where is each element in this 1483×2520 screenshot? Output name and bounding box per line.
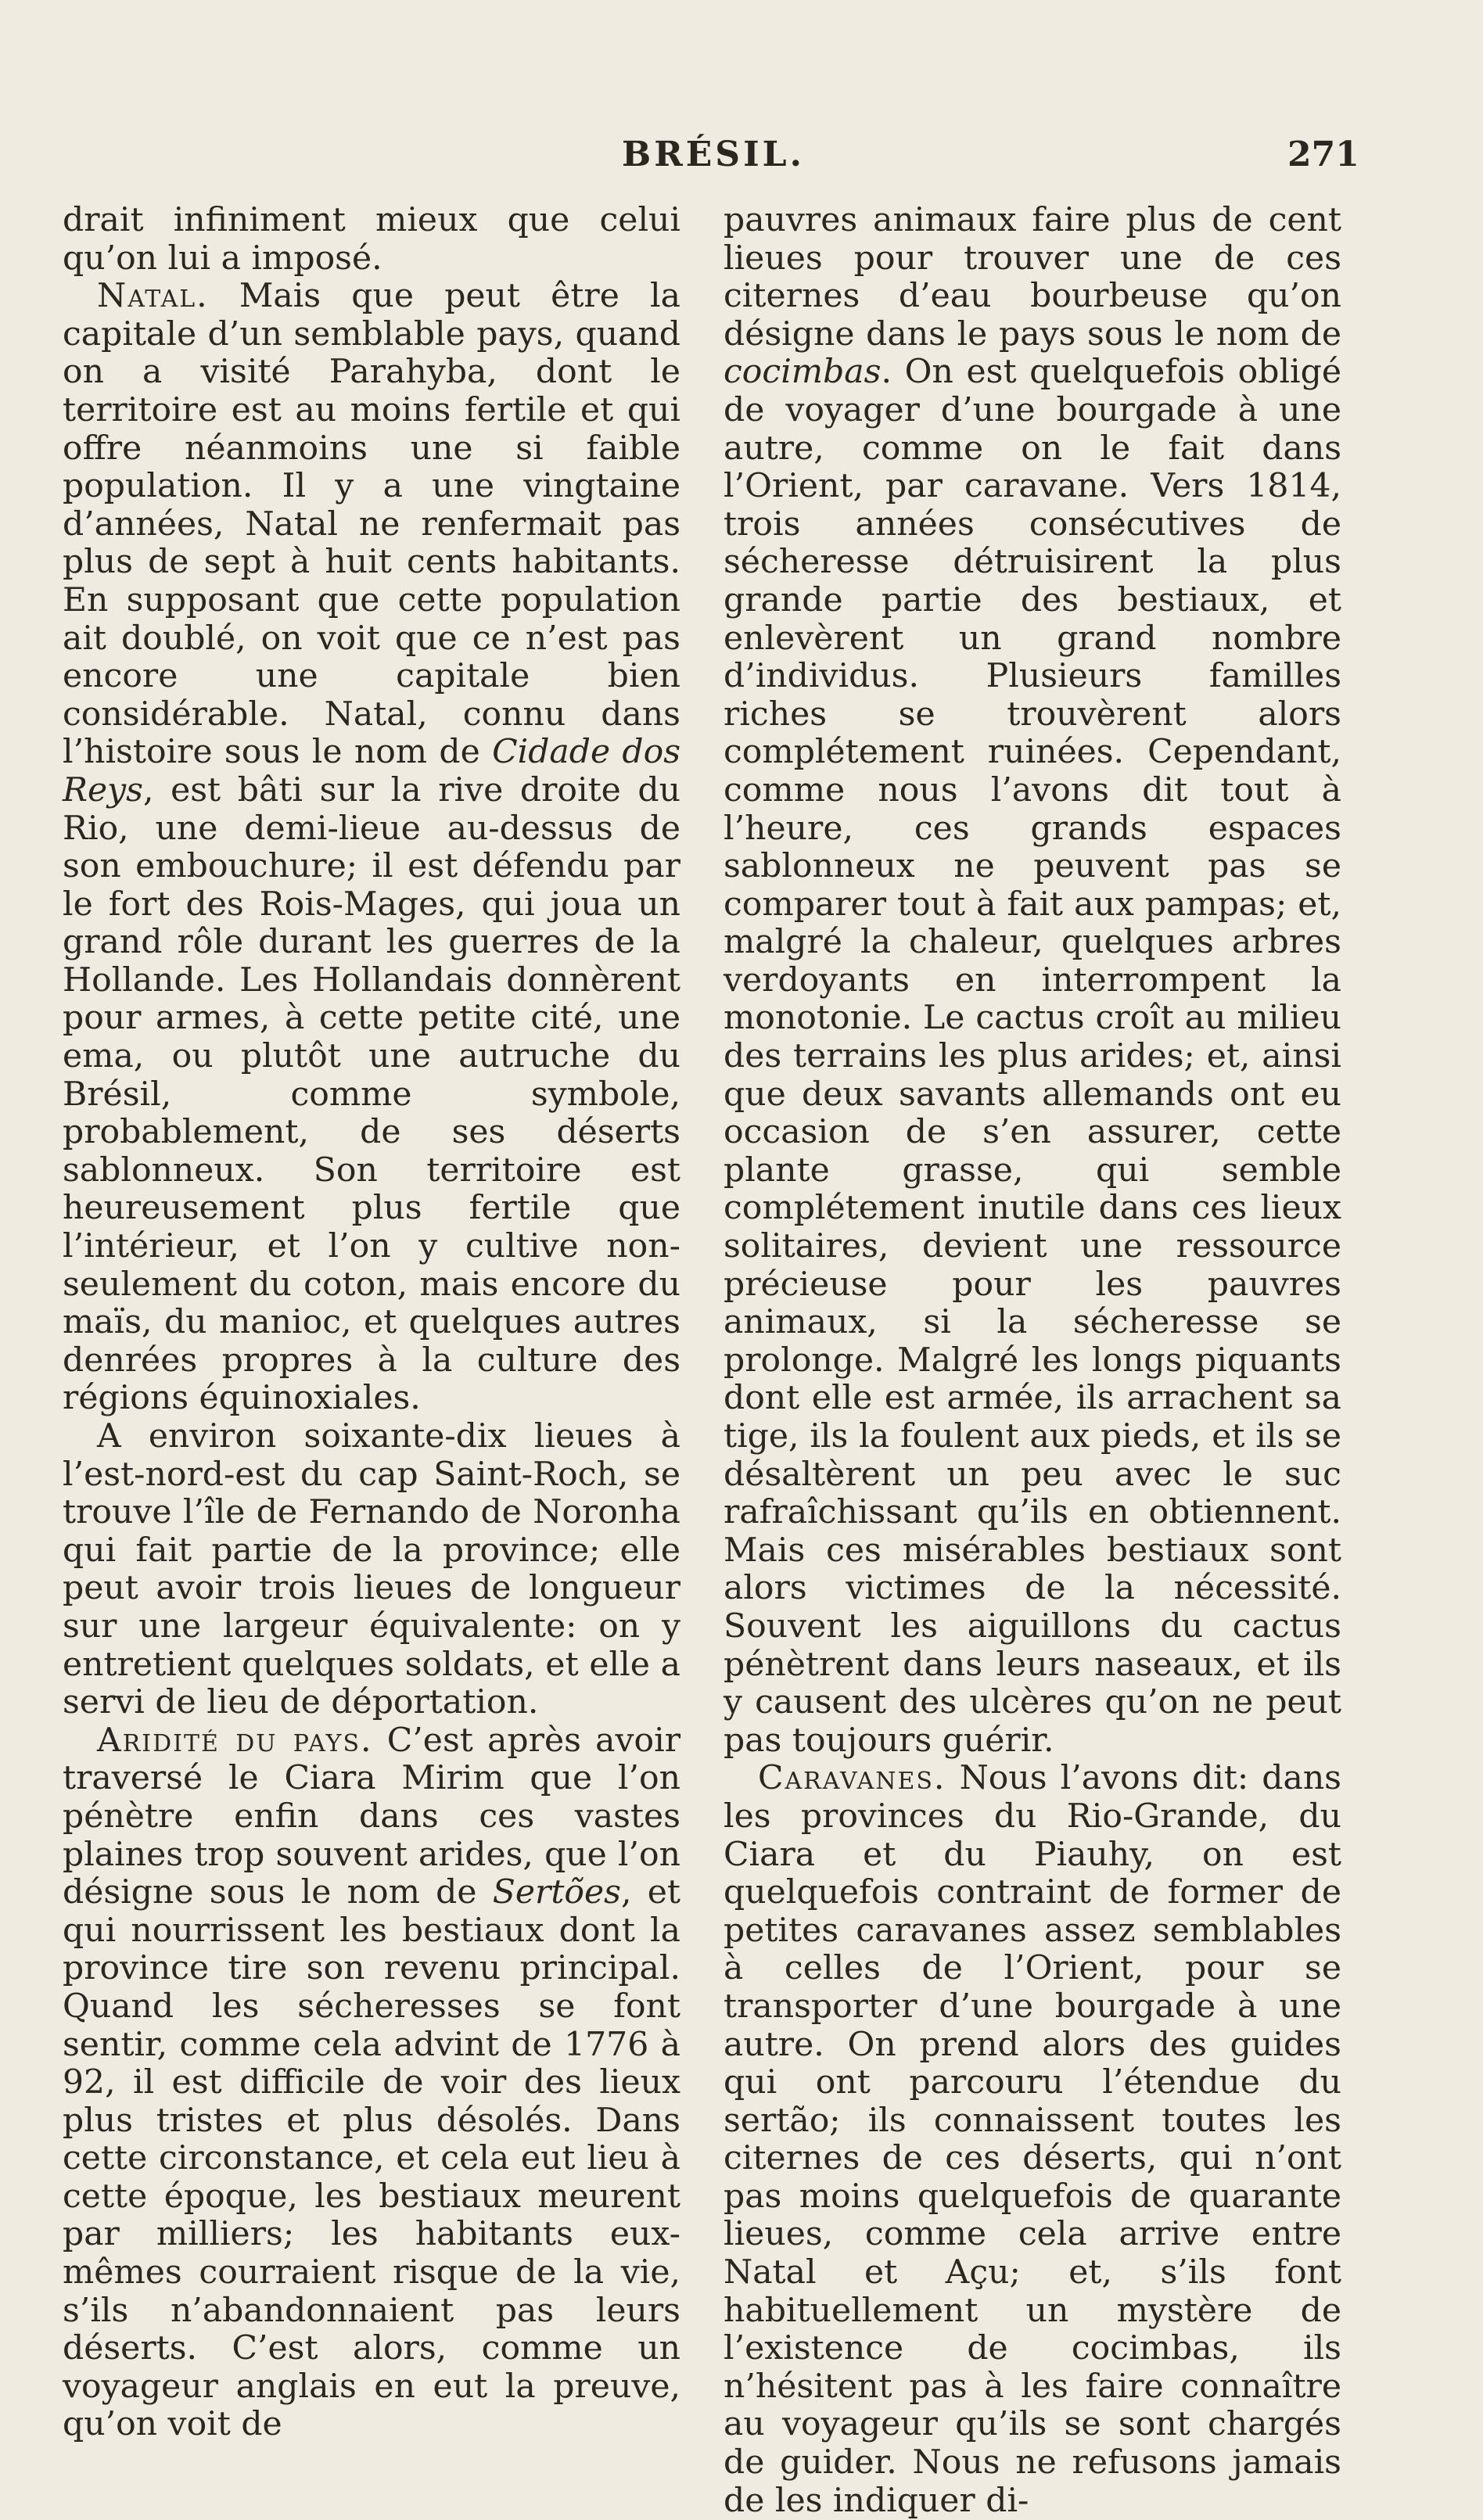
paragraph-aridite <box>63 1722 680 2444</box>
italic-term: Sertões <box>492 1873 621 1912</box>
paragraph-text: C’est après avoir traversé le Ciara Mirim que l’on pénètre enfin dans ces vastes plaines trop souvent arides, que l’on désigne sous le nom de <box>63 1721 681 1912</box>
page-number: 271 <box>1287 135 1359 174</box>
paragraph-fernando <box>63 1418 680 1722</box>
left-column <box>63 202 680 2444</box>
paragraph-text: Mais que peut être la capitale d’un semblable pays, quand on a visité Parahyba, dont le territoire est au moins fertile et qui offre néanmoins une si faible population. Il y a une vingtaine d’années, Natal ne renfermait pas plus de sept à huit cents habitants. En supposant que cette population ait doublé, on voit que ce n’est pas encore une capitale bien considérable. Natal, connu dans l’histoire sous le nom de <box>63 277 680 772</box>
paragraph-text: A environ soixante-dix lieues à l’est-nord-est du cap Saint-Roch, se trouve l’île de Fernando de Noronha qui fait partie de la province; elle peut avoir trois lieues de longueur sur une largeur équivalente: on y entretient quelques soldats, et elle a servi de lieu de déportation. <box>63 1417 680 1722</box>
right-column <box>724 202 1341 2520</box>
section-heading-caravanes: Caravanes. <box>758 1759 946 1798</box>
paragraph-text: drait infiniment mieux que celui qu’on lui a imposé. <box>63 201 680 278</box>
page-title: BRÉSIL. <box>622 135 805 174</box>
paragraph-natal <box>63 278 680 1418</box>
italic-term: cocimbas <box>724 353 882 392</box>
paragraph-caravanes <box>724 1760 1341 2520</box>
paragraph-text: Nous l’avons dit: dans les provinces du Rio-Grande, du Ciara et du Piauhy, on est quelquefois contraint de former de petites caravanes assez semblables à celles de l’Orient, pour se transporter d’une bourgade à une autre. On prend alors des guides qui ont parcouru l’étendue du sertão; ils connaissent toutes les citernes de ces déserts, qui n’ont pas moins quelquefois de quarante lieues, comme cela arrive entre Natal et Açu; et, s’ils font habituellement un mystère de l’existence de cocimbas, ils n’hésitent pas à les faire connaître au voyageur qu’ils se sont chargés de guider. Nous ne refusons jamais de les indiquer di- <box>724 1759 1341 2520</box>
paragraph-continuation <box>724 202 1341 1760</box>
paragraph-text: , et qui nourrissent les bestiaux dont la province tire son revenu principal. Quand les sécheresses se font sentir, comme cela advint de 1776 à 92, il est difficile de voir des lieux plus tristes et plus désolés. Dans cette circonstance, et cela eut lieu à cette époque, les bestiaux meurent par milliers; les habitants eux-mêmes courraient risque de la vie, s’ils n’abandonnaient pas leurs déserts. C’est alors, comme un voyageur anglais en eut la preuve, qu’on voit de <box>63 1873 680 2444</box>
paragraph-continuation <box>63 202 680 278</box>
paragraph-text: . On est quelquefois obligé de voyager d’une bourgade à une autre, comme on le fait dans l’Orient, par caravane. Vers 1814, trois années consécutives de sécheresse détruisirent la plus grande partie des bestiaux, et enlevèrent un grand nombre d’individus. Plusieurs familles riches se trouvèrent alors complétement ruinées. Cependant, comme nous l’avons dit tout à l’heure, ces grands espaces sablonneux ne peuvent pas se comparer tout à fait aux pampas; et, malgré la chaleur, quelques arbres verdoyants en interrompent la monotonie. Le cactus croît au milieu des terrains les plus arides; et, ainsi que deux savants allemands ont eu occasion de s’en assurer, cette plante grasse, qui semble complétement inutile dans ces lieux solitaires, devient une ressource précieuse pour les pauvres animaux, si la sécheresse se prolonge. Malgré les longs piquants dont elle est armée, ils arrachent sa tige, ils la foulent aux pieds, et ils se désaltèrent un peu avec le suc rafraîchissant qu’ils en obtiennent. Mais ces misérables bestiaux sont alors victimes de la nécessité. Souvent les aiguillons du cactus pénètrent dans leurs naseaux, et ils y causent des ulcères qu’on ne peut pas toujours guérir. <box>724 353 1341 1760</box>
paragraph-text: pauvres animaux faire plus de cent lieues pour trouver une de ces citernes d’eau bourbeuse qu’on désigne dans le pays sous le nom de <box>724 201 1341 354</box>
running-header <box>0 135 1483 181</box>
italic-term: Cidade dos Reys <box>63 733 680 809</box>
paragraph-text: , est bâti sur la rive droite du Rio, une demi-lieue au-dessus de son embouchure; il est défendu par le fort des Rois-Mages, qui joua un grand rôle durant les guerres de la Hollande. Les Hollandais donnèrent pour armes, à cette petite cité, une ema, ou plutôt une autruche du Brésil, comme symbole, probablement, de ses déserts sablonneux. Son territoire est heureusement plus fertile que l’intérieur, et l’on y cultive non-seulement du coton, mais encore du maïs, du manioc, et quelques autres denrées propres à la culture des régions équinoxiales. <box>63 770 680 1418</box>
section-heading-aridite: Aridité du pays. <box>97 1721 373 1760</box>
section-heading-natal: Natal. <box>97 277 209 316</box>
